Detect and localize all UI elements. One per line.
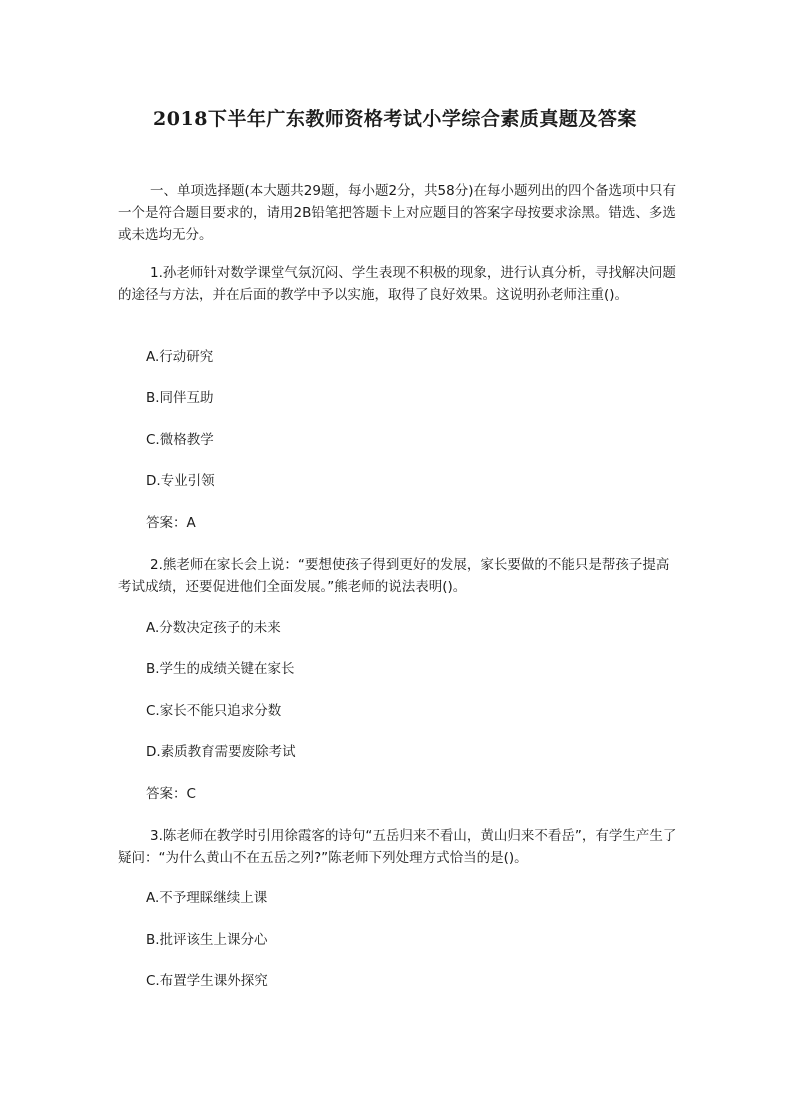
question-2-option-b: B.学生的成绩关键在家长	[146, 661, 295, 677]
question-1-answer: 答案：A	[146, 515, 196, 531]
question-2-answer: 答案：C	[146, 786, 196, 802]
question-2-option-a: A.分数决定孩子的未来	[146, 620, 281, 636]
question-1-option-a: A.行动研究	[146, 349, 214, 365]
question-1-option-d: D.专业引领	[146, 473, 215, 489]
question-1-option-c: C.微格教学	[146, 432, 214, 448]
question-3-option-b: B.批评该生上课分心	[146, 932, 268, 948]
question-1-stem: 1.孙老师针对数学课堂气氛沉闷、学生表现不积极的现象，进行认真分析，寻找解决问题的途径与方法，并在后面的教学中予以实施，取得了良好效果。这说明孙老师注重()。	[118, 265, 676, 303]
section-intro: 一、单项选择题(本大题共29题，每小题2分，共58分)在每小题列出的四个备选项中只有一个是符合题目要求的，请用2B铅笔把答题卡上对应题目的答案字母按要求涂黑。错选、多选或未选均无分。	[118, 183, 676, 243]
question-3-option-c: C.布置学生课外探究	[146, 973, 268, 989]
question-3-option-a: A.不予理睬继续上课	[146, 890, 268, 906]
question-2-option-d: D.素质教育需要废除考试	[146, 744, 296, 760]
question-2-option-c: C.家长不能只追求分数	[146, 703, 282, 719]
question-2-stem: 2.熊老师在家长会上说：“要想使孩子得到更好的发展，家长要做的不能只是帮孩子提高考试成绩，还要促进他们全面发展。”熊老师的说法表明()。	[118, 557, 670, 595]
document-title: 2018下半年广东教师资格考试小学综合素质真题及答案	[153, 108, 637, 130]
question-1-option-b: B.同伴互助	[146, 390, 214, 406]
question-3-stem: 3.陈老师在教学时引用徐霞客的诗句“五岳归来不看山，黄山归来不看岳”，有学生产生了疑问：“为什么黄山不在五岳之列?”陈老师下列处理方式恰当的是()。	[118, 828, 677, 866]
